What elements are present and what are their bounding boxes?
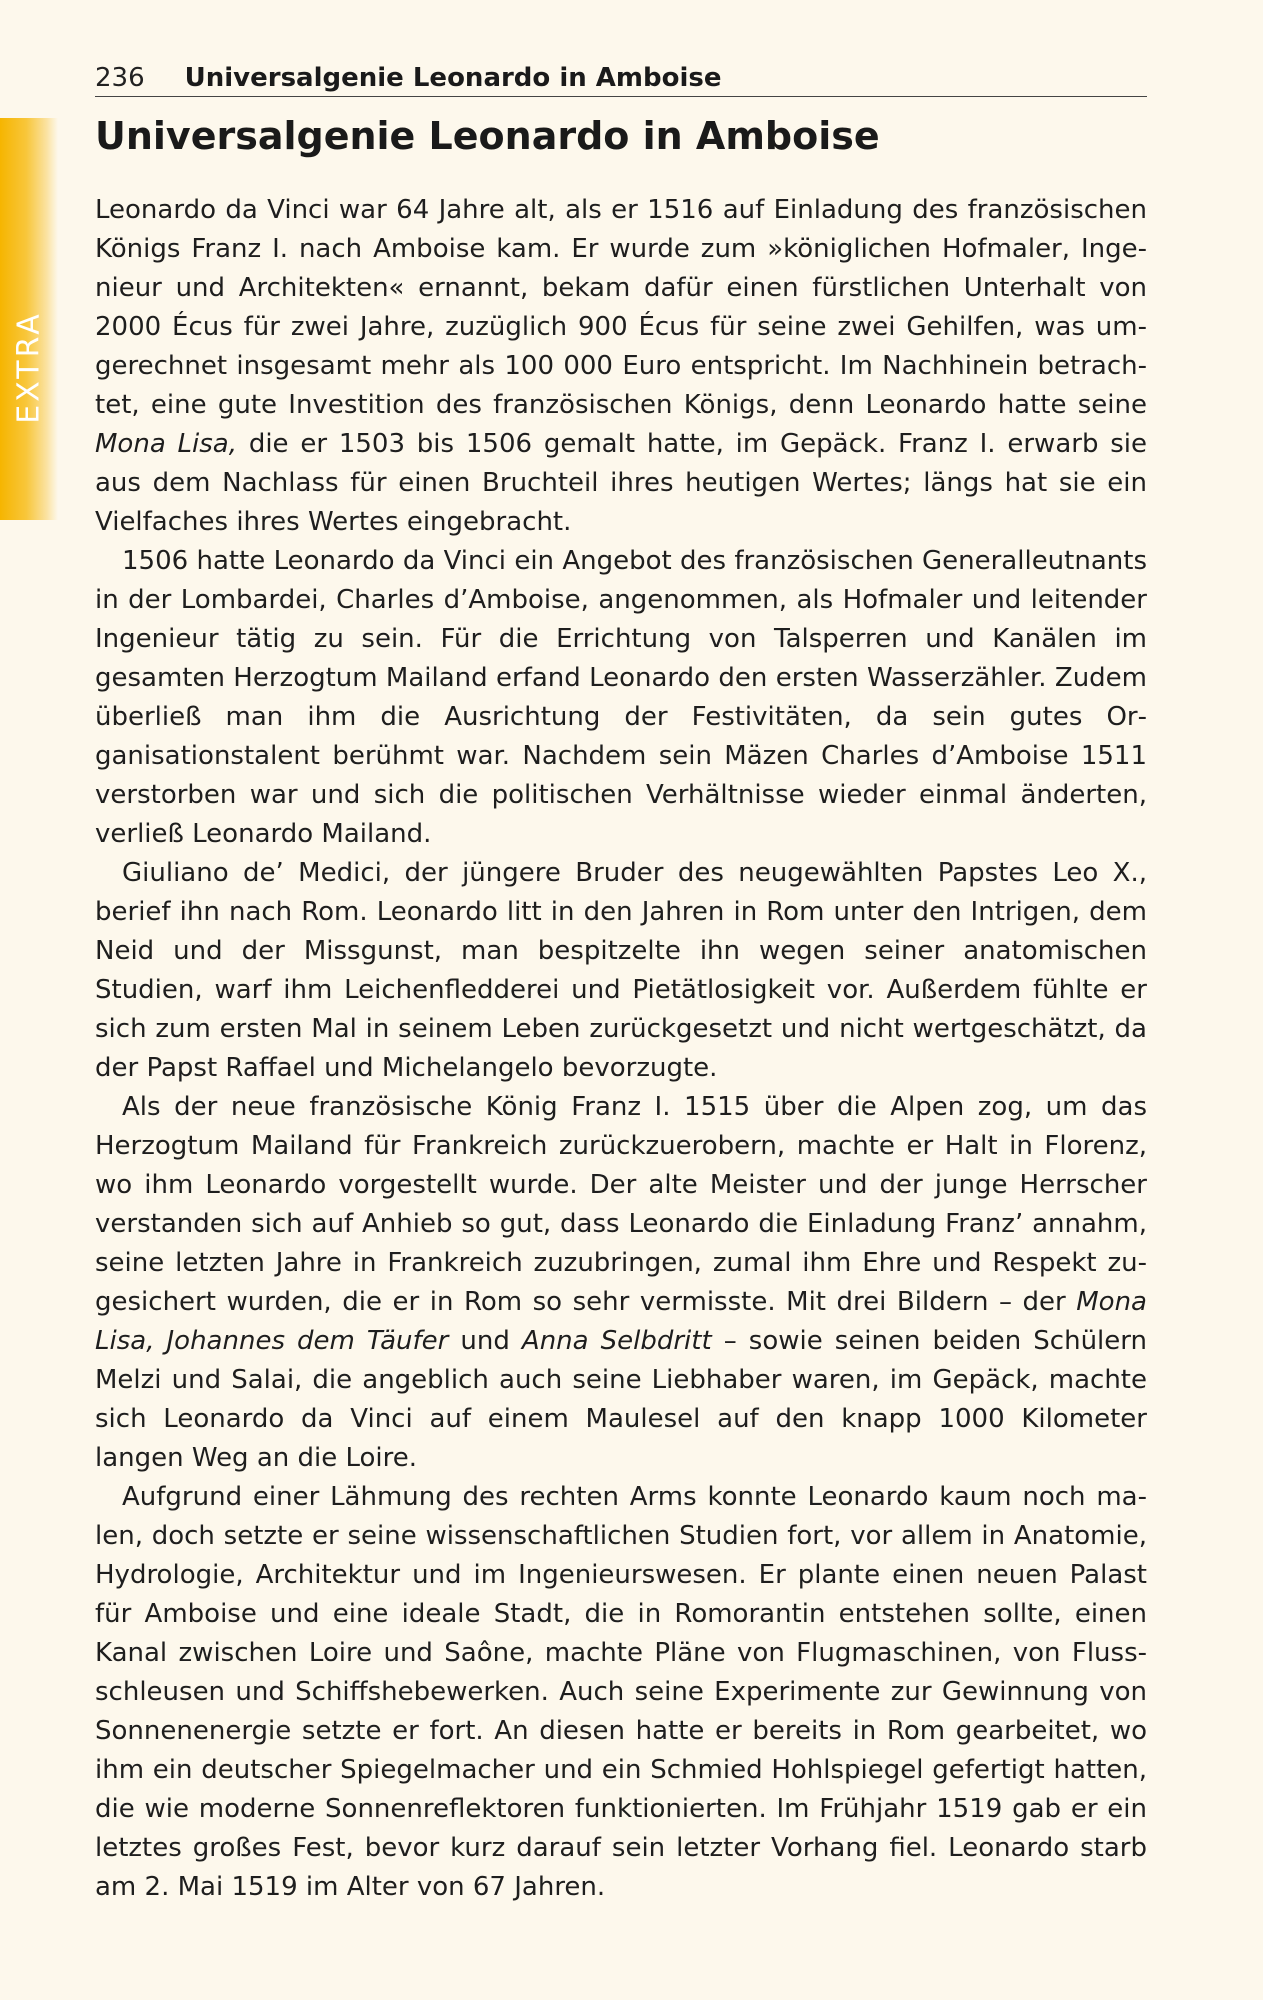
paragraph-text: Giuliano de’ Medici, der jüngere Bruder des neugewählten Papstes Leo X., berief ihn nach Rom. Leonardo litt in den Jahren in Rom unter den Intrigen, dem Neid und der Missgunst, man bespitzelte ihn wegen seiner anatomischen Studien, warf ihm Leichenfledderei und Pietätlosigkeit vor. Außerdem fühlte er sich zum ersten Mal in seinem Leben zurückgesetzt und nicht wertgeschätzt, da der Papst Raffael und Michelangelo bevorzugte. bbox=[95, 858, 1147, 1083]
paragraph-text: Als der neue französische König Franz I. 1515 über die Alpen zog, um das Herzogtum Mailand für Frankreich zurückzuerobern, machte er Halt in Florenz, wo ihm Leonardo vorgestellt wurde. Der alte Meister und der junge Herrscher verstanden sich auf Anhieb so gut, dass Leonardo die Einladung Franz’ annahm, seine letzten Jahre in Frankreich zuzubringen, zumal ihm Ehre und Respekt zugesichert wurden, die er in Rom so sehr vermisste. Mit drei Bildern – der bbox=[95, 1092, 1147, 1317]
paragraph-text: und bbox=[448, 1326, 522, 1356]
paragraph-text: Leonardo da Vinci war 64 Jahre alt, als er 1516 auf Einladung des französischen Königs Franz I. nach Amboise kam. Er wurde zum »königlichen Hofmaler, Ingenieur und Architekten« ernannt, bekam dafür einen fürstlichen Unterhalt von 2000 Écus für zwei Jahre, zuzüglich 900 Écus für seine zwei Gehilfen, was umgerechnet insgesamt mehr als 100 000 Euro entspricht. Im Nachhinein betrachtet, eine gute Investition des französischen Königs, denn Leonardo hatte seine bbox=[95, 195, 1147, 420]
paragraph bbox=[95, 1088, 1147, 1478]
italic-title-text: Anna Selbdritt bbox=[521, 1326, 712, 1356]
article-title: Universalgenie Leonardo in Amboise bbox=[95, 114, 880, 158]
paragraph bbox=[95, 191, 1147, 542]
italic-title-text: Mona Lisa, bbox=[95, 429, 238, 459]
running-title: Universalgenie Leonardo in Amboise bbox=[184, 63, 722, 93]
extra-side-tab-label bbox=[8, 118, 50, 520]
extra-label-text: EXTRA bbox=[11, 310, 47, 424]
paragraph bbox=[95, 542, 1147, 854]
paragraph-text: Aufgrund einer Lähmung des rechten Arms konnte Leonardo kaum noch malen, doch setzte er seine wissenschaftlichen Studien fort, vor allem in Anatomie, Hydrologie, Architektur und im Ingenieurswesen. Er plante einen neuen Palast für Amboise und eine ideale Stadt, die in Romorantin entstehen sollte, einen Kanal zwischen Loire und Saône, machte Pläne von Flugmaschinen, von Flussschleusen und Schiffshebewerken. Auch seine Experimente zur Gewinnung von Sonnenenergie setzte er fort. An diesen hatte er bereits in Rom gearbeitet, wo ihm ein deutscher Spiegelmacher und ein Schmied Hohlspiegel gefertigt hatten, die wie moderne Sonnenreflektoren funktionierten. Im Frühjahr 1519 gab er ein letztes großes Fest, bevor kurz darauf sein letzter Vorhang fiel. Leonardo starb am 2. Mai 1519 im Alter von 67 Jahren. bbox=[95, 1482, 1147, 1902]
page-number: 236 bbox=[95, 63, 145, 93]
italic-title-text: Mona Lisa, Johannes dem Täufer bbox=[95, 1287, 1147, 1356]
paragraph-text: 1506 hatte Leonardo da Vinci ein Angebot des französischen Generalleutnants in der Lombardei, Charles d’Amboise, angenommen, als Hofmaler und leitender Ingenieur tätig zu sein. Für die Errichtung von Talsperren und Kanälen im gesamten Herzogtum Mailand erfand Leonardo den ersten Wasserzähler. Zudem überließ man ihm die Ausrichtung der Festivitäten, da sein gutes Organisationstalent berühmt war. Nachdem sein Mäzen Charles d’Amboise 1511 verstorben war und sich die politischen Verhältnisse wieder einmal änderten, verließ Leonardo Mailand. bbox=[95, 546, 1147, 849]
paragraph bbox=[95, 854, 1147, 1088]
paragraph-text: die er 1503 bis 1506 gemalt hatte, im Gepäck. Franz I. erwarb sie aus dem Nachlass für einen Bruchteil ihres heutigen Wertes; längs hat sie ein Vielfaches ihres Wertes eingebracht. bbox=[95, 429, 1148, 537]
article-body bbox=[95, 191, 1147, 1907]
paragraph-text: – sowie seinen beiden Schülern Melzi und Salai, die angeblich auch seine Liebhaber waren, im Gepäck, machte sich Leonardo da Vinci auf einem Maulesel auf den knapp 1000 Kilometer langen Weg an die Loire. bbox=[95, 1326, 1147, 1473]
paragraph bbox=[95, 1478, 1147, 1907]
running-header bbox=[95, 56, 1147, 97]
